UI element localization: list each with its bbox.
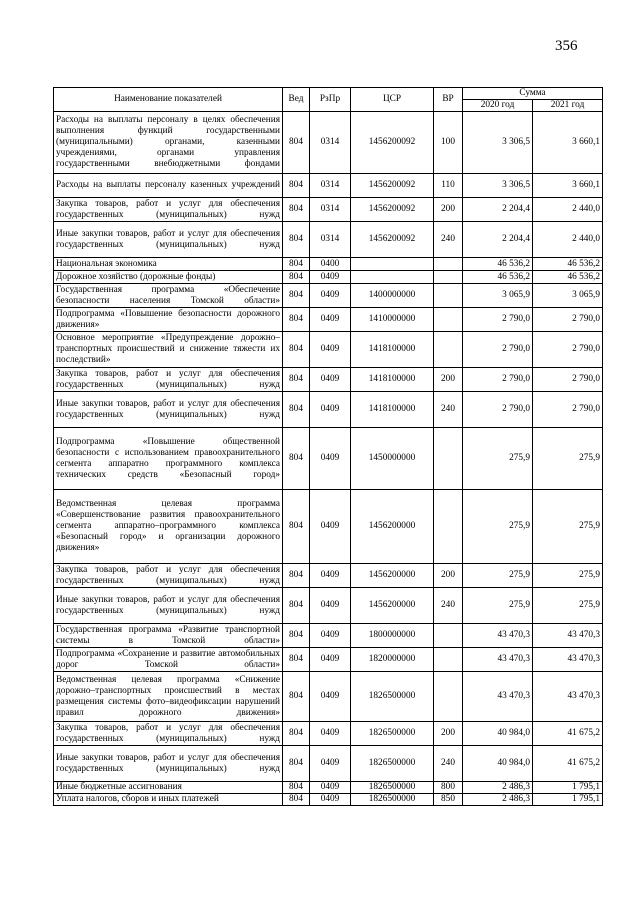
- row-amount-2021: 46 536,2: [533, 258, 603, 271]
- row-csr: 1820000000: [351, 648, 434, 672]
- row-name: Закупка товаров, работ и услуг для обеспечения государственных (муниципальных) нужд: [54, 564, 283, 588]
- row-rzpr: 0409: [310, 428, 351, 490]
- row-amount-2021: 43 470,3: [533, 672, 603, 722]
- row-csr: 1456200000: [351, 564, 434, 588]
- row-csr: 1410000000: [351, 308, 434, 332]
- row-rzpr: 0409: [310, 782, 351, 794]
- row-csr: [351, 258, 434, 271]
- row-ved: 804: [283, 564, 310, 588]
- table-row: [54, 722, 603, 746]
- table-row: [54, 308, 603, 332]
- row-amount-2020: 2 204,4: [463, 222, 533, 258]
- row-rzpr: 0409: [310, 624, 351, 648]
- row-ved: 804: [283, 746, 310, 782]
- row-vr: 100: [434, 112, 463, 174]
- table-row: [54, 174, 603, 198]
- row-amount-2020: 275,9: [463, 588, 533, 624]
- row-ved: 804: [283, 308, 310, 332]
- table-row: [54, 794, 603, 806]
- table-row: [54, 672, 603, 722]
- row-csr: 1456200092: [351, 112, 434, 174]
- row-ved: 804: [283, 112, 310, 174]
- row-amount-2020: 275,9: [463, 428, 533, 490]
- column-header-2020: 2020 год: [463, 100, 533, 112]
- row-ved: 804: [283, 222, 310, 258]
- row-csr: 1418100000: [351, 368, 434, 392]
- row-rzpr: 0409: [310, 332, 351, 368]
- row-csr: 1456200000: [351, 490, 434, 564]
- row-name: Иные закупки товаров, работ и услуг для обеспечения государственных (муниципальных) нужд: [54, 222, 283, 258]
- column-header-rzpr: РзПр: [310, 88, 351, 112]
- row-amount-2021: 2 790,0: [533, 332, 603, 368]
- row-vr: 200: [434, 564, 463, 588]
- row-name: Основное мероприятие «Предупреждение дорожно–транспортных происшествий и снижение тяжести их последствий»: [54, 332, 283, 368]
- page-number: 356: [555, 38, 578, 54]
- row-csr: 1826500000: [351, 746, 434, 782]
- row-vr: 200: [434, 722, 463, 746]
- row-ved: 804: [283, 722, 310, 746]
- row-ved: 804: [283, 624, 310, 648]
- row-csr: 1456200000: [351, 588, 434, 624]
- row-amount-2020: 43 470,3: [463, 672, 533, 722]
- row-amount-2020: 275,9: [463, 490, 533, 564]
- table-row: [54, 782, 603, 794]
- row-amount-2020: 2 204,4: [463, 198, 533, 222]
- table-row: [54, 222, 603, 258]
- row-ved: 804: [283, 258, 310, 271]
- row-name: Государственная программа «Обеспечение безопасности населения Томской области»: [54, 284, 283, 308]
- row-amount-2020: 46 536,2: [463, 258, 533, 271]
- row-name: Закупка товаров, работ и услуг для обеспечения государственных (муниципальных) нужд: [54, 368, 283, 392]
- row-csr: 1418100000: [351, 332, 434, 368]
- row-name: Закупка товаров, работ и услуг для обеспечения государственных (муниципальных) нужд: [54, 198, 283, 222]
- row-rzpr: 0400: [310, 258, 351, 271]
- row-amount-2020: 2 486,3: [463, 794, 533, 806]
- row-amount-2020: 3 306,5: [463, 174, 533, 198]
- row-vr: [434, 624, 463, 648]
- row-ved: 804: [283, 198, 310, 222]
- row-ved: 804: [283, 672, 310, 722]
- budget-table: [53, 87, 603, 806]
- row-name: Подпрограмма «Повышение общественной безопасности с использованием правоохранительного сегмента аппаратно программного комплекса технических средств «Безопасный город»: [54, 428, 283, 490]
- column-header-csr: ЦСР: [351, 88, 434, 112]
- row-rzpr: 0409: [310, 271, 351, 284]
- row-ved: 804: [283, 490, 310, 564]
- row-amount-2020: 2 790,0: [463, 332, 533, 368]
- row-rzpr: 0409: [310, 392, 351, 428]
- row-amount-2020: 3 306,5: [463, 112, 533, 174]
- table-row: [54, 271, 603, 284]
- column-header-sum: Сумма: [463, 88, 603, 100]
- row-vr: 240: [434, 746, 463, 782]
- row-amount-2020: 2 790,0: [463, 308, 533, 332]
- row-rzpr: 0409: [310, 588, 351, 624]
- table-row: [54, 368, 603, 392]
- row-vr: [434, 490, 463, 564]
- table-row: [54, 490, 603, 564]
- row-amount-2021: 2 790,0: [533, 368, 603, 392]
- row-name: Ведомственная целевая программа «Снижение дорожно–транспортных происшествий в местах размещения системы фото–видеофиксации нарушений правил дорожного движения»: [54, 672, 283, 722]
- row-csr: 1826500000: [351, 782, 434, 794]
- row-ved: 804: [283, 588, 310, 624]
- row-amount-2020: 43 470,3: [463, 648, 533, 672]
- row-rzpr: 0314: [310, 174, 351, 198]
- table-body: [54, 112, 603, 806]
- row-csr: 1456200092: [351, 174, 434, 198]
- row-rzpr: 0409: [310, 672, 351, 722]
- row-amount-2021: 43 470,3: [533, 648, 603, 672]
- row-csr: 1400000000: [351, 284, 434, 308]
- row-ved: 804: [283, 174, 310, 198]
- row-name: Расходы на выплаты персоналу казенных учреждений: [54, 174, 283, 198]
- table-row: [54, 198, 603, 222]
- row-vr: [434, 428, 463, 490]
- row-amount-2021: 41 675,2: [533, 722, 603, 746]
- row-amount-2020: 2 486,3: [463, 782, 533, 794]
- row-amount-2021: 2 790,0: [533, 392, 603, 428]
- row-rzpr: 0409: [310, 308, 351, 332]
- row-vr: 240: [434, 392, 463, 428]
- row-ved: 804: [283, 332, 310, 368]
- column-header-2021: 2021 год: [533, 100, 603, 112]
- table-row: [54, 648, 603, 672]
- row-amount-2021: 275,9: [533, 588, 603, 624]
- table-row: [54, 564, 603, 588]
- row-vr: 240: [434, 222, 463, 258]
- row-csr: 1826500000: [351, 672, 434, 722]
- row-rzpr: 0409: [310, 368, 351, 392]
- row-name: Подпрограмма «Сохранение и развитие автомобильных дорог Томской области»: [54, 648, 283, 672]
- row-vr: [434, 271, 463, 284]
- row-vr: 200: [434, 198, 463, 222]
- row-amount-2020: 46 536,2: [463, 271, 533, 284]
- row-name: Иные закупки товаров, работ и услуг для обеспечения государственных (муниципальных) нужд: [54, 588, 283, 624]
- row-vr: 800: [434, 782, 463, 794]
- row-csr: 1418100000: [351, 392, 434, 428]
- row-amount-2021: 275,9: [533, 490, 603, 564]
- row-amount-2021: 1 795,1: [533, 794, 603, 806]
- row-amount-2021: 3 660,1: [533, 112, 603, 174]
- row-ved: 804: [283, 284, 310, 308]
- row-amount-2021: 3 065,9: [533, 284, 603, 308]
- row-rzpr: 0409: [310, 746, 351, 782]
- row-amount-2021: 2 790,0: [533, 308, 603, 332]
- table-row: [54, 392, 603, 428]
- row-rzpr: 0314: [310, 112, 351, 174]
- row-csr: [351, 271, 434, 284]
- row-name: Закупка товаров, работ и услуг для обеспечения государственных (муниципальных) нужд: [54, 722, 283, 746]
- row-rzpr: 0409: [310, 564, 351, 588]
- row-name: Расходы на выплаты персоналу в целях обеспечения выполнения функций государственными (муниципальными) органами, казенными учреждениями, органами управления государственными внебюджетными фондами: [54, 112, 283, 174]
- table-row: [54, 428, 603, 490]
- row-amount-2020: 2 790,0: [463, 368, 533, 392]
- row-ved: 804: [283, 392, 310, 428]
- row-vr: [434, 258, 463, 271]
- row-ved: 804: [283, 271, 310, 284]
- row-csr: 1800000000: [351, 624, 434, 648]
- row-amount-2021: 275,9: [533, 564, 603, 588]
- row-vr: [434, 648, 463, 672]
- row-amount-2021: 46 536,2: [533, 271, 603, 284]
- row-amount-2021: 3 660,1: [533, 174, 603, 198]
- row-amount-2021: 2 440,0: [533, 222, 603, 258]
- row-name: Ведомственная целевая программа «Совершенствование развития правоохранительного сегмента аппаратно–программного комплекса «Безопасный город» и организации дорожного движения»: [54, 490, 283, 564]
- row-ved: 804: [283, 648, 310, 672]
- row-vr: [434, 672, 463, 722]
- column-header-vr: ВР: [434, 88, 463, 112]
- row-vr: 200: [434, 368, 463, 392]
- row-amount-2021: 1 795,1: [533, 782, 603, 794]
- row-rzpr: 0409: [310, 794, 351, 806]
- table-row: [54, 112, 603, 174]
- row-csr: 1456200092: [351, 198, 434, 222]
- row-amount-2021: 41 675,2: [533, 746, 603, 782]
- row-vr: [434, 332, 463, 368]
- row-vr: 850: [434, 794, 463, 806]
- row-amount-2020: 40 984,0: [463, 746, 533, 782]
- row-vr: [434, 308, 463, 332]
- row-rzpr: 0314: [310, 222, 351, 258]
- row-amount-2020: 40 984,0: [463, 722, 533, 746]
- row-csr: 1456200092: [351, 222, 434, 258]
- row-rzpr: 0409: [310, 284, 351, 308]
- row-name: Национальная экономика: [54, 258, 283, 271]
- column-header-name: Наименование показателей: [54, 88, 283, 112]
- table-row: [54, 624, 603, 648]
- row-vr: 240: [434, 588, 463, 624]
- row-name: Иные бюджетные ассигнования: [54, 782, 283, 794]
- row-name: Иные закупки товаров, работ и услуг для обеспечения государственных (муниципальных) нужд: [54, 746, 283, 782]
- table-row: [54, 746, 603, 782]
- table-row: [54, 588, 603, 624]
- row-amount-2021: 43 470,3: [533, 624, 603, 648]
- row-rzpr: 0314: [310, 198, 351, 222]
- row-rzpr: 0409: [310, 490, 351, 564]
- row-ved: 804: [283, 794, 310, 806]
- row-amount-2020: 275,9: [463, 564, 533, 588]
- row-amount-2021: 2 440,0: [533, 198, 603, 222]
- row-ved: 804: [283, 368, 310, 392]
- row-rzpr: 0409: [310, 722, 351, 746]
- row-vr: 110: [434, 174, 463, 198]
- row-rzpr: 0409: [310, 648, 351, 672]
- row-name: Государственная программа «Развитие транспортной системы в Томской области»: [54, 624, 283, 648]
- row-name: Уплата налогов, сборов и иных платежей: [54, 794, 283, 806]
- row-name: Подпрограмма «Повышение безопасности дорожного движения»: [54, 308, 283, 332]
- table-row: [54, 332, 603, 368]
- row-ved: 804: [283, 782, 310, 794]
- row-amount-2020: 43 470,3: [463, 624, 533, 648]
- row-amount-2021: 275,9: [533, 428, 603, 490]
- row-vr: [434, 284, 463, 308]
- row-amount-2020: 3 065,9: [463, 284, 533, 308]
- row-csr: 1826500000: [351, 722, 434, 746]
- row-csr: 1450000000: [351, 428, 434, 490]
- table-row: [54, 284, 603, 308]
- table-row: [54, 258, 603, 271]
- row-name: Иные закупки товаров, работ и услуг для обеспечения государственных (муниципальных) нужд: [54, 392, 283, 428]
- column-header-ved: Вед: [283, 88, 310, 112]
- row-name: Дорожное хозяйство (дорожные фонды): [54, 271, 283, 284]
- row-csr: 1826500000: [351, 794, 434, 806]
- row-amount-2020: 2 790,0: [463, 392, 533, 428]
- row-ved: 804: [283, 428, 310, 490]
